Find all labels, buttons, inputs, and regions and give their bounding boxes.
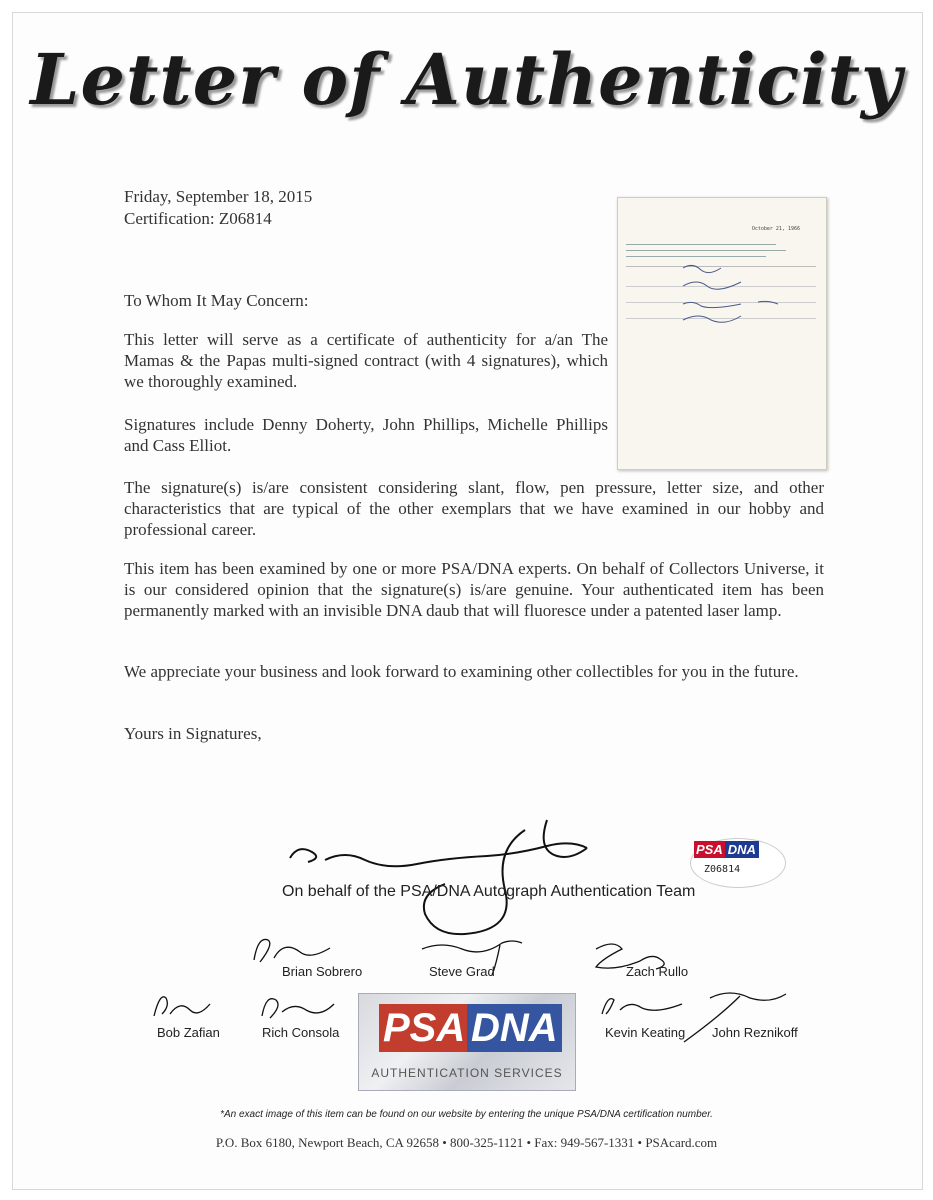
psa-dna-logo	[358, 993, 576, 1091]
logo-dna: DNA	[467, 1004, 562, 1052]
closing: Yours in Signatures,	[124, 724, 262, 743]
logo-psa: PSA	[379, 1004, 469, 1052]
paragraph-appreciation: We appreciate your business and look forward to examining other collectibles for you in the future.	[124, 662, 799, 681]
psa-dna-badge	[694, 841, 758, 858]
footer-address: P.O. Box 6180, Newport Beach, CA 92658 • 800-325-1121 • Fax: 949-567-1331 • PSAcard.com	[215, 1135, 718, 1150]
main-signature	[285, 820, 615, 940]
signature-bob-zafian	[150, 990, 220, 1022]
salutation: To Whom It May Concern:	[124, 291, 309, 310]
signature-rich-consola	[258, 990, 338, 1022]
signer-bob-zafian: Bob Zafian	[157, 1025, 220, 1040]
paragraph-consistency: The signature(s) is/are consistent considering slant, flow, pen pressure, letter size, and other characteristics that are typical of the other exemplars that we have examined in our hobby and professional career.	[124, 478, 824, 539]
letter-date: Friday, September 18, 2015	[124, 187, 313, 206]
footnote: *An exact image of this item can be found on our website by entering the unique PSA/DNA certification number.	[220, 1109, 713, 1120]
signer-steve-grad: Steve Grad	[429, 964, 495, 979]
letter-title: Letter of Authenticity	[30, 38, 903, 121]
signature-kevin-keating	[598, 990, 688, 1022]
paragraph-signatures: Signatures include Denny Doherty, John Phillips, Michelle Phillips and Cass Elliot.	[124, 415, 608, 455]
badge-dna: DNA	[725, 841, 759, 858]
signer-john-reznikoff: John Reznikoff	[712, 1025, 798, 1040]
certification-number: Certification: Z06814	[124, 209, 272, 228]
signer-zach-rullo: Zach Rullo	[626, 964, 689, 979]
signer-rich-consola: Rich Consola	[262, 1025, 340, 1040]
signer-brian-sobrero: Brian Sobrero	[282, 964, 363, 979]
signer-kevin-keating: Kevin Keating	[605, 1025, 686, 1040]
letter-meta	[124, 186, 312, 230]
paragraph-examination: This item has been examined by one or more PSA/DNA experts. On behalf of Collectors Universe, it is our considered opinion that the signature(s) is/are genuine. Your authenticated item has been permanently marked with an invisible DNA daub that will fluoresce under a patented laser lamp.	[124, 559, 824, 620]
thumbnail-signatures	[678, 260, 798, 330]
thumbnail-date: October 21, 1966	[751, 226, 800, 232]
contract-thumbnail	[617, 197, 827, 470]
logo-subtitle: AUTHENTICATION SERVICES	[371, 1066, 563, 1080]
sticker-code: Z06814	[704, 864, 741, 875]
paragraph-intro: This letter will serve as a certificate of authenticity for a/an The Mamas & the Papas multi-signed contract (with 4 signatures), which we thoroughly examined.	[124, 330, 608, 391]
behalf-line: On behalf of the PSA/DNA Autograph Authentication Team	[282, 883, 696, 900]
badge-psa: PSA	[696, 842, 723, 857]
